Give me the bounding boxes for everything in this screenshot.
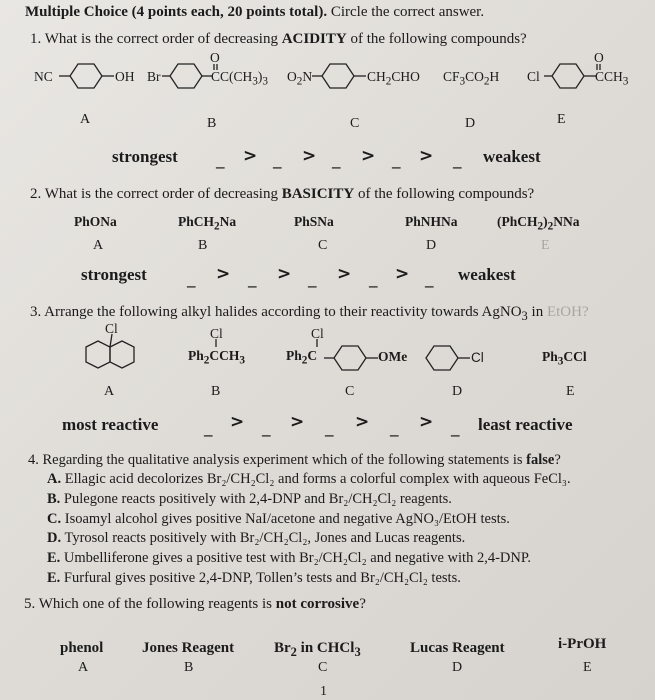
q2-weakest: weakest xyxy=(458,265,516,284)
q3-letter-e: E xyxy=(566,384,575,399)
q1-gt-1: > xyxy=(243,146,258,166)
q3-e-sub: 3 xyxy=(557,355,564,368)
q2-strongest: strongest xyxy=(81,265,147,284)
q5-reagent-a[interactable]: phenol xyxy=(60,640,104,656)
q1-b-part2: ) xyxy=(257,69,263,84)
q1-b-sub1: 3 xyxy=(252,75,258,88)
q2-gt-2: > xyxy=(277,264,292,284)
q5-reagent-c[interactable] xyxy=(274,640,361,660)
q5-keyword: not corrosive xyxy=(275,596,360,612)
q3-most-reactive: most reactive xyxy=(62,415,159,434)
q4-option-b[interactable] xyxy=(47,490,571,510)
q2-compound-d: PhNHNa xyxy=(405,214,458,229)
q1-d-cf: CF xyxy=(443,69,460,84)
q4-option-b-letter: B. xyxy=(47,490,61,507)
q2-e-part1: (PhCH xyxy=(497,214,538,229)
q2-gt-1: > xyxy=(216,264,231,284)
q4-option-a-letter: A. xyxy=(47,471,62,487)
q3-blank-1: _ xyxy=(204,419,213,438)
q1-c-ch: CH xyxy=(367,69,386,84)
q4-option-e-letter: E. xyxy=(47,550,61,567)
q3-blank-4: _ xyxy=(390,419,399,438)
q1-weakest: weakest xyxy=(483,147,541,166)
q3-c-sub: 2 xyxy=(301,354,308,367)
q3-prompt-faint: EtOH? xyxy=(546,304,589,320)
q1-keyword: ACIDITY xyxy=(281,31,347,47)
q3-c-c: C xyxy=(307,348,318,363)
q4-option-d-letter: D. xyxy=(47,530,62,547)
q3-gt-3: > xyxy=(355,412,370,432)
q3-b-ph: Ph xyxy=(188,348,204,363)
q4-option-c-letter: C. xyxy=(47,510,62,527)
q5-letter-c: C xyxy=(318,660,328,675)
q5-c-sub: 2 xyxy=(290,645,297,659)
q1-prompt-end: of the following compounds? xyxy=(346,31,527,47)
q1-blank-2: _ xyxy=(273,151,282,170)
q1-e-sub: 3 xyxy=(622,75,629,88)
q4-prompt-text: 4. Regarding the qualitative analysis experiment which of the following statements is xyxy=(28,452,527,468)
q1-blank-5: _ xyxy=(453,151,462,170)
q2-gt-4: > xyxy=(395,264,410,284)
q5-reagent-d[interactable]: Lucas Reagent xyxy=(410,640,505,656)
q1-compound-b-oxygen: O xyxy=(210,50,220,65)
q5-letter-a: A xyxy=(78,660,89,675)
q2-e-sub1: 2 xyxy=(537,220,544,233)
q3-gt-4: > xyxy=(419,412,434,432)
q3-blank-2: _ xyxy=(262,419,271,438)
q1-letter-c: C xyxy=(350,116,360,131)
q3-c-cl: Cl xyxy=(311,326,324,341)
q3-c-ph: Ph xyxy=(286,348,302,363)
q1-c-sub: 2 xyxy=(296,75,303,88)
q4-option-a-text: Ellagic acid decolorizes Br₂/CH₂Cl₂ and forms a colorful complex with aqueous FeCl₃. xyxy=(64,471,571,487)
q1-d-sub: 3 xyxy=(459,75,466,88)
q2-gt-3: > xyxy=(337,264,352,284)
q5-c-sub2: 3 xyxy=(354,645,361,659)
q4-prompt xyxy=(28,451,561,471)
q1-d-co: CO xyxy=(465,69,484,84)
q1-blank-4: _ xyxy=(392,151,401,170)
q2-letter-b: B xyxy=(198,238,208,253)
q4-option-d-text: Tyrosol reacts positively with Br₂/CH₂Cl₂, Jones and Lucas reagents. xyxy=(64,530,466,547)
q3-prompt-sub: 3 xyxy=(521,309,528,323)
q2-prompt-text: 2. What is the correct order of decreasing xyxy=(30,186,282,202)
q3-gt-2: > xyxy=(290,412,305,432)
q4-keyword: false xyxy=(526,452,555,468)
q3-letter-a: A xyxy=(104,384,115,399)
instructions-tail: Circle the correct answer. xyxy=(327,4,485,20)
q5-c-text: in CHCl xyxy=(296,640,355,656)
q2-e-sub2: 2 xyxy=(547,220,554,233)
q5-prompt-text: 5. Which one of the following reagents is xyxy=(24,596,276,612)
q4-options xyxy=(47,470,571,589)
q1-gt-2: > xyxy=(302,146,317,166)
q1-compound-e-oxygen: O xyxy=(594,50,604,65)
q1-c-o: O xyxy=(287,69,297,84)
q3-d-cl: Cl xyxy=(471,350,484,365)
q3-b-cl: Cl xyxy=(210,326,223,341)
q5-reagent-b[interactable]: Jones Reagent xyxy=(142,640,235,656)
q5-reagent-e[interactable]: i-PrOH xyxy=(558,636,607,652)
q1-strongest: strongest xyxy=(112,147,178,166)
q4-option-c-text: Isoamyl alcohol gives positive NaI/acetone and negative AgNO₃/EtOH tests. xyxy=(64,510,510,527)
q1-gt-4: > xyxy=(419,146,434,166)
q2-blank-1: _ xyxy=(187,270,196,289)
q3-least-reactive: least reactive xyxy=(478,415,573,434)
q1-letter-d: D xyxy=(465,116,476,131)
q4-prompt-end: ? xyxy=(554,452,561,468)
q3-compound-b xyxy=(188,348,245,367)
q2-compound-a: PhONa xyxy=(74,214,117,229)
q5-prompt xyxy=(24,596,366,613)
instructions-lead: Multiple Choice (4 points each, 20 points total). xyxy=(25,4,328,20)
q2-compound-c: PhSNa xyxy=(294,214,334,229)
q2-letter-e: E xyxy=(541,238,550,253)
q3-compound-e xyxy=(542,349,587,368)
q1-blank-1: _ xyxy=(216,151,225,170)
q1-letter-b: B xyxy=(207,116,217,131)
q3-letter-b: B xyxy=(211,384,221,399)
q1-d-sub2: 2 xyxy=(483,75,490,88)
q4-option-d[interactable] xyxy=(47,529,571,549)
q1-compound-a-left: NC xyxy=(34,69,53,84)
q1-blank-3: _ xyxy=(332,151,341,170)
q1-compound-e-left: Cl xyxy=(527,69,540,84)
q3-letter-c: C xyxy=(345,384,355,399)
q2-keyword: BASICITY xyxy=(281,186,355,202)
q3-e-ccl: CCl xyxy=(563,349,587,364)
q1-c-n: N xyxy=(302,69,313,84)
q2-blank-5: _ xyxy=(425,270,434,289)
q3-blank-3: _ xyxy=(325,419,334,438)
q2-prompt-end: of the following compounds? xyxy=(354,186,535,202)
q2-letter-c: C xyxy=(318,238,328,253)
q1-b-sub2: 3 xyxy=(262,75,269,88)
q1-gt-3: > xyxy=(361,146,376,166)
q2-b-part2: Na xyxy=(219,214,237,229)
q4-option-e[interactable] xyxy=(47,549,571,569)
q1-d-h: H xyxy=(489,69,500,84)
q1-c-cho: CHO xyxy=(391,69,420,84)
q1-compound-b-left: Br xyxy=(147,69,161,84)
q1-letter-e: E xyxy=(557,112,566,127)
q5-prompt-end: ? xyxy=(359,596,366,612)
q3-letter-d: D xyxy=(452,384,463,399)
q5-letter-b: B xyxy=(184,660,194,675)
q2-b-part1: PhCH xyxy=(178,214,215,229)
q4-option-e2-text: Furfural gives positive 2,4-DNP, Tollen’s tests and Br₂/CH₂Cl₂ tests. xyxy=(63,569,461,586)
q1-c-sub2: 2 xyxy=(385,75,392,88)
q2-blank-2: _ xyxy=(248,270,257,289)
q3-b-cch: CCH xyxy=(209,348,240,363)
q4-option-e2[interactable] xyxy=(47,569,571,589)
q4-option-c[interactable] xyxy=(47,510,571,530)
q2-e-part2: ) xyxy=(543,214,548,229)
q2-letter-d: D xyxy=(426,238,437,253)
q4-option-e-text: Umbelliferone gives a positive test with Br₂/CH₂Cl₂ and negative with 2,4-DNP. xyxy=(63,550,531,567)
q3-b-sub2: 3 xyxy=(239,354,246,367)
q3-a-cl: Cl xyxy=(105,321,118,336)
q2-e-part3: NNa xyxy=(553,214,580,229)
q1-prompt-text: 1. What is the correct order of decreasing xyxy=(30,31,282,47)
q1-b-part1: CC(CH xyxy=(211,69,253,84)
q3-compound-c xyxy=(286,348,317,367)
page-number: 1 xyxy=(320,684,327,699)
q4-option-a[interactable] xyxy=(47,470,571,490)
q5-letter-e: E xyxy=(583,660,592,675)
q3-b-sub: 2 xyxy=(203,354,210,367)
q3-c-ome: OMe xyxy=(378,349,408,364)
q1-letter-a: A xyxy=(80,112,91,127)
q3-blank-5: _ xyxy=(451,419,460,438)
q3-e-ph: Ph xyxy=(542,349,558,364)
q3-prompt-mid: in xyxy=(527,304,547,320)
q4-option-b-text: Pulegone reacts positively with 2,4-DNP and Br₂/CH₂Cl₂ reagents. xyxy=(63,490,452,507)
q2-blank-4: _ xyxy=(369,270,378,289)
q3-gt-1: > xyxy=(230,412,245,432)
q2-b-sub: 2 xyxy=(214,220,220,233)
q3-prompt-text: 3. Arrange the following alkyl halides according to their reactivity towards AgNO xyxy=(30,304,522,320)
q5-letter-d: D xyxy=(452,660,463,675)
q2-letter-a: A xyxy=(93,238,104,253)
q5-c-br: Br xyxy=(274,640,291,656)
q4-option-e2-letter: E. xyxy=(47,569,61,586)
q1-compound-a-right: OH xyxy=(115,69,135,84)
q2-blank-3: _ xyxy=(308,270,317,289)
q1-e-cch: CCH xyxy=(595,69,623,84)
